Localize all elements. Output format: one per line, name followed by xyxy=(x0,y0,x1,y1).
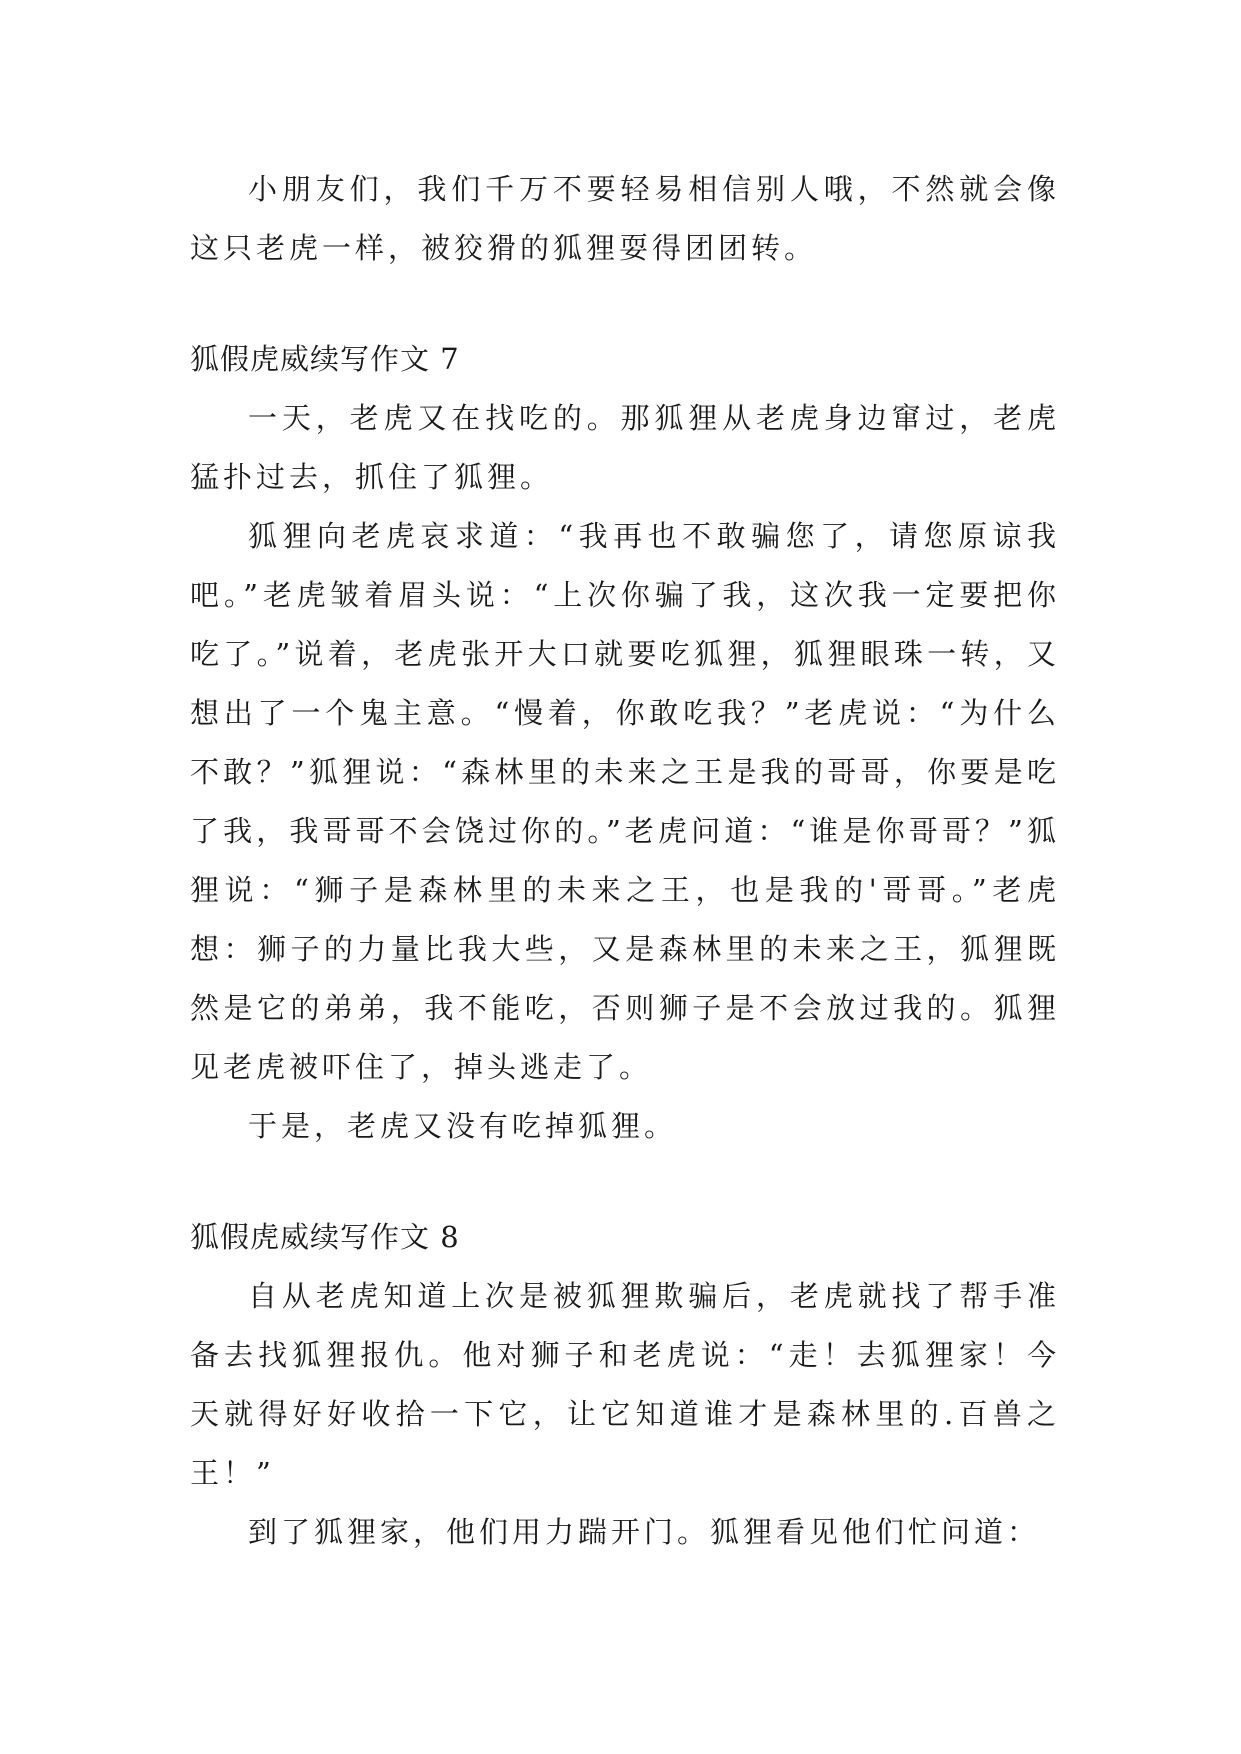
section-spacer xyxy=(190,1156,1060,1208)
document-body xyxy=(190,160,1060,1562)
section-7-paragraph-3: 于是，老虎又没有吃掉狐狸。 xyxy=(248,1109,678,1143)
section-7-heading: 狐假虎威续写作文 7 xyxy=(190,342,460,376)
section-8-paragraph-1: 自从老虎知道上次是被狐狸欺骗后，老虎就找了帮手准备去找狐狸报仇。他对狮子和老虎说：“走！去狐狸家！今天就得好好收拾一下它，让它知道谁才是森林里的.百兽之王！” xyxy=(190,1279,1060,1490)
section-8-heading: 狐假虎威续写作文 8 xyxy=(190,1220,460,1254)
intro-paragraph: 小朋友们，我们千万不要轻易相信别人哦，不然就会像这只老虎一样，被狡猾的狐狸耍得团团转。 xyxy=(190,172,1060,265)
section-7-paragraph-1: 一天，老虎又在找吃的。那狐狸从老虎身边窜过，老虎猛扑过去，抓住了狐狸。 xyxy=(190,401,1060,494)
section-7-paragraph-2: 狐狸向老虎哀求道：“我再也不敢骗您了，请您原谅我吧。”老虎皱着眉头说：“上次你骗了我，这次我一定要把你吃了。”说着，老虎张开大口就要吃狐狸，狐狸眼珠一转，又想出了一个鬼主意。“慢着，你敢吃我？”老虎说：“为什么不敢？”狐狸说：“森林里的未来之王是我的哥哥，你要是吃了我，我哥哥不会饶过你的。”老虎问道：“谁是你哥哥？”狐狸说：“狮子是森林里的未来之王，也是我的'哥哥。”老虎想：狮子的力量比我大些，又是森林里的未来之王，狐狸既然是它的弟弟，我不能吃，否则狮子是不会放过我的。狐狸见老虎被吓住了，掉头逃走了。 xyxy=(190,519,1060,1084)
section-8-paragraph-2: 到了狐狸家，他们用力踹开门。狐狸看见他们忙问道： xyxy=(248,1515,1041,1549)
section-spacer xyxy=(190,278,1060,330)
